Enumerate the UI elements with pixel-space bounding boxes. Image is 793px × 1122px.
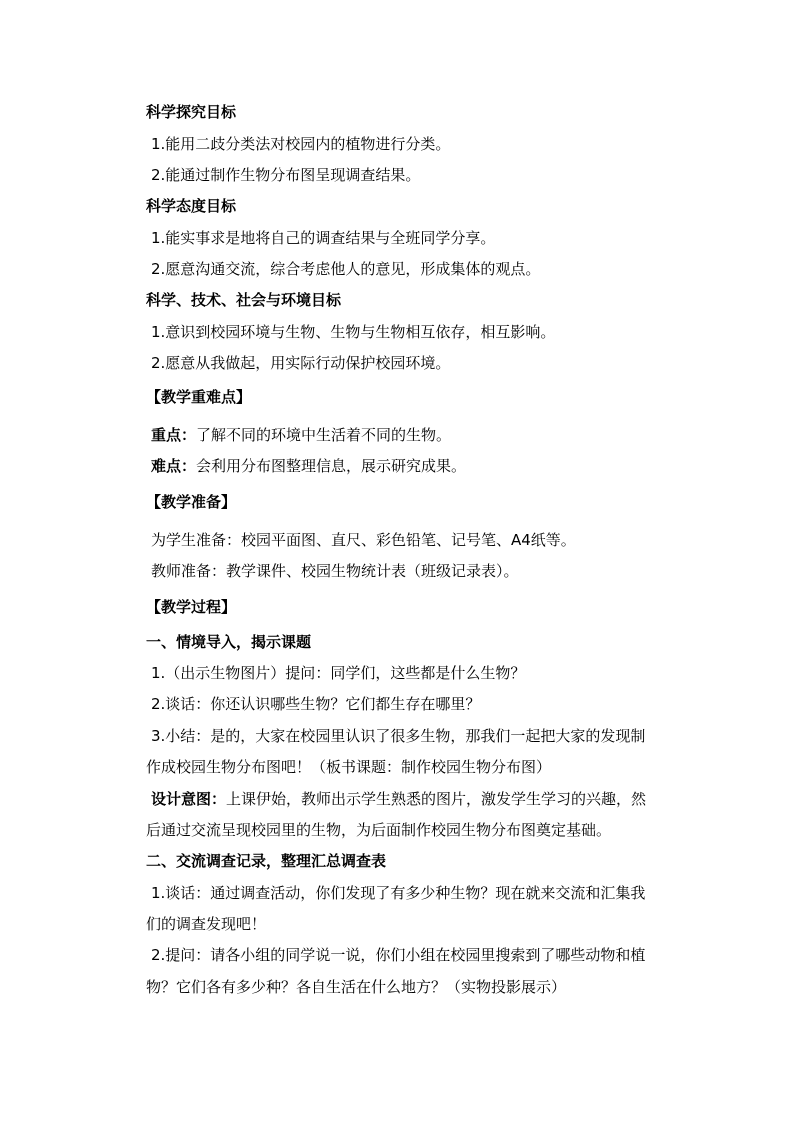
heading-science-attitude-goals: 科学态度目标: [146, 197, 237, 215]
text-design-intent: 上课伊始，教师出示学生熟悉的图片，激发学生学习的兴趣，然: [226, 790, 647, 808]
paragraph: 2.愿意从我做起，用实际行动保护校园环境。: [151, 354, 451, 372]
label-design-intent: 设计意图：: [151, 790, 227, 808]
paragraph: 教师准备：教学课件、校园生物统计表（班级记录表）。: [151, 562, 519, 580]
paragraph: 1.（出示生物图片）提问：同学们，这些都是什么生物？: [151, 664, 526, 682]
paragraph-design-intent: [151, 789, 646, 809]
heading-key-difficult-points: 【教学重难点】: [146, 388, 252, 406]
paragraph-key-point: [151, 425, 451, 445]
paragraph: 1.能用二歧分类法对校园内的植物进行分类。: [151, 135, 451, 153]
paragraph: 为学生准备：校园平面图、直尺、彩色铅笔、记号笔、A4纸等。: [151, 531, 576, 549]
heading-teaching-preparation: 【教学准备】: [146, 493, 237, 511]
text-difficult-point: 会利用分布图整理信息，展示研究成果。: [196, 457, 467, 475]
paragraph: 2.谈话：你还认识哪些生物？它们都生存在哪里？: [151, 695, 481, 713]
paragraph: 2.愿意沟通交流，综合考虑他人的意见，形成集体的观点。: [151, 260, 541, 278]
heading-section-two: 二、交流调查记录，整理汇总调查表: [146, 852, 387, 870]
paragraph-difficult-point: [151, 456, 466, 476]
label-key-point: 重点：: [151, 426, 197, 444]
paragraph: 2.提问：请各小组的同学说一说，你们小组在校园里搜索到了哪些动物和植: [151, 946, 646, 964]
paragraph: 3.小结：是的，大家在校园里认识了很多生物，那我们一起把大家的发现制: [151, 727, 646, 745]
text-key-point: 了解不同的环境中生活着不同的生物。: [196, 426, 452, 444]
label-difficult-point: 难点：: [151, 457, 197, 475]
heading-stse-goals: 科学、技术、社会与环境目标: [146, 291, 342, 309]
paragraph: 1.能实事求是地将自己的调查结果与全班同学分享。: [151, 229, 496, 247]
paragraph: 后通过交流呈现校园里的生物，为后面制作校园生物分布图奠定基础。: [146, 821, 612, 839]
paragraph: 2.能通过制作生物分布图呈现调查结果。: [151, 166, 421, 184]
heading-teaching-process: 【教学过程】: [146, 598, 237, 616]
paragraph: 们的调查发现吧！: [146, 915, 267, 933]
paragraph: 1.谈话：通过调查活动，你们发现了有多少种生物？现在就来交流和汇集我: [151, 884, 646, 902]
paragraph: 作成校园生物分布图吧！（板书课题：制作校园生物分布图）: [146, 758, 552, 776]
heading-science-inquiry-goals: 科学探究目标: [146, 103, 237, 121]
paragraph: 物？它们各有多少种？各自生活在什么地方？（实物投影展示）: [146, 978, 567, 996]
heading-section-one: 一、情境导入，揭示课题: [146, 633, 312, 651]
paragraph: 1.意识到校园环境与生物、生物与生物相互依存，相互影响。: [151, 323, 556, 341]
